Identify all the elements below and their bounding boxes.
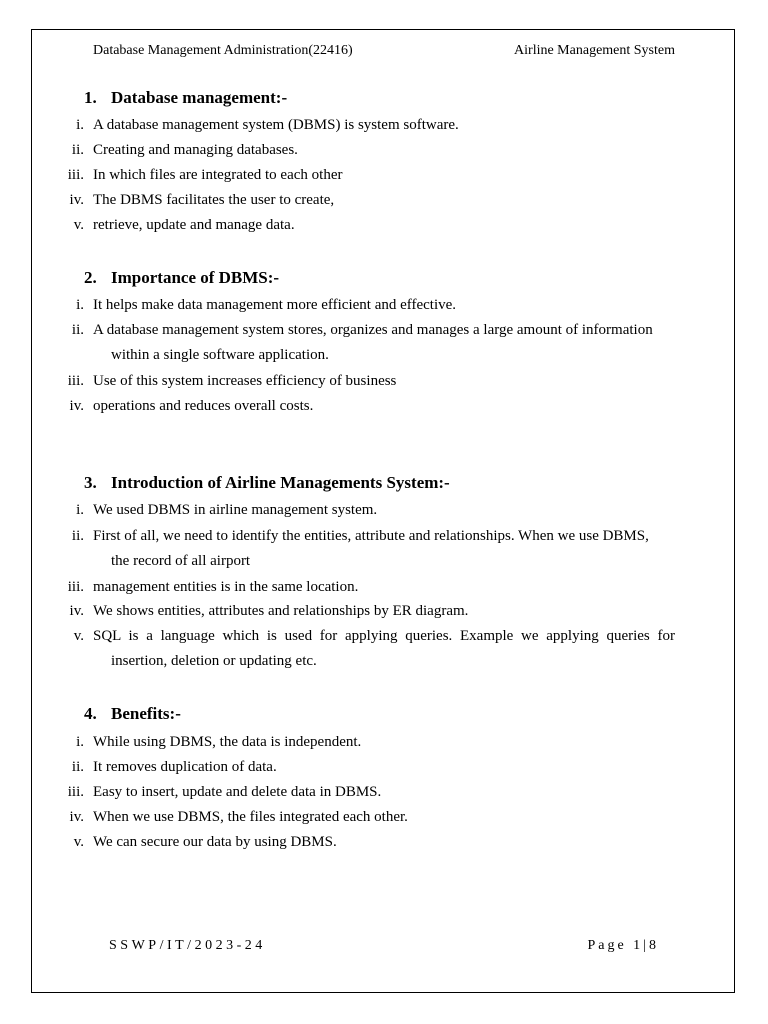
section-title: Benefits:-	[111, 704, 181, 723]
section-number: 3.	[84, 473, 97, 492]
list-item-text: Creating and managing databases.	[93, 142, 298, 158]
list-marker: ii.	[71, 528, 84, 544]
list-item-text: A database management system (DBMS) is system software.	[93, 117, 459, 133]
list-item-text: While using DBMS, the data is independent.	[93, 734, 362, 750]
footer-document-code: SSWP/IT/2023-24	[109, 938, 266, 953]
list-marker: iv.	[69, 603, 84, 619]
list-item-text: When we use DBMS, the files integrated each other.	[93, 809, 408, 825]
list-marker: iv.	[69, 809, 84, 825]
section-number: 2.	[84, 268, 97, 287]
list-marker: v.	[73, 217, 84, 233]
section-title: Importance of DBMS:-	[111, 268, 280, 287]
list-marker: iii.	[67, 784, 84, 800]
header-project-title: Airline Management System	[514, 43, 675, 58]
list-marker: i.	[76, 502, 84, 518]
list-marker: ii.	[71, 322, 84, 338]
list-item-text: A database management system stores, organizes and manages a large amount of information	[93, 322, 653, 338]
list-item-text: It removes duplication of data.	[93, 759, 277, 775]
list-marker: iii.	[67, 373, 84, 389]
list-marker: ii.	[71, 759, 84, 775]
list-item-text: operations and reduces overall costs.	[93, 398, 314, 414]
list-item-text: It helps make data management more efficient and effective.	[93, 297, 457, 313]
list-item-continuation: within a single software application.	[111, 347, 329, 363]
list-marker: i.	[76, 297, 84, 313]
section-heading	[84, 704, 181, 724]
list-item-text: We used DBMS in airline management system.	[93, 502, 378, 518]
section-heading	[84, 268, 279, 288]
list-item-text: Easy to insert, update and delete data in DBMS.	[93, 784, 382, 800]
list-item-text: retrieve, update and manage data.	[93, 217, 295, 233]
list-item-continuation: insertion, deletion or updating etc.	[111, 653, 317, 669]
list-item-continuation: the record of all airport	[111, 553, 251, 569]
section-title: Introduction of Airline Managements System:-	[111, 473, 450, 492]
list-item-text: First of all, we need to identify the entities, attribute and relationships. When we use DBMS,	[93, 528, 649, 544]
section-number: 1.	[84, 88, 97, 107]
list-marker: iii.	[67, 167, 84, 183]
list-marker: iv.	[69, 398, 84, 414]
section-heading	[84, 473, 450, 493]
section-title: Database management:-	[111, 88, 288, 107]
list-marker: iv.	[69, 192, 84, 208]
header-course-title: Database Management Administration(22416)	[93, 43, 353, 58]
footer-page-number: Page 1|8	[587, 938, 659, 953]
section-number: 4.	[84, 704, 97, 723]
list-marker: i.	[76, 734, 84, 750]
list-item-text: In which files are integrated to each other	[93, 167, 343, 183]
list-marker: iii.	[67, 579, 84, 595]
list-marker: i.	[76, 117, 84, 133]
section-heading	[84, 88, 287, 108]
list-item-text: management entities is in the same location.	[93, 579, 359, 595]
list-marker: v.	[73, 628, 84, 644]
list-item-text: We shows entities, attributes and relationships by ER diagram.	[93, 603, 469, 619]
list-marker: ii.	[71, 142, 84, 158]
list-item-text: We can secure our data by using DBMS.	[93, 834, 337, 850]
page-header	[93, 42, 675, 59]
list-item-text: The DBMS facilitates the user to create,	[93, 192, 335, 208]
list-item-text: Use of this system increases efficiency of business	[93, 373, 397, 389]
list-marker: v.	[73, 834, 84, 850]
list-item-text: SQL is a language which is used for applying queries. Example we applying queries for	[93, 628, 675, 644]
